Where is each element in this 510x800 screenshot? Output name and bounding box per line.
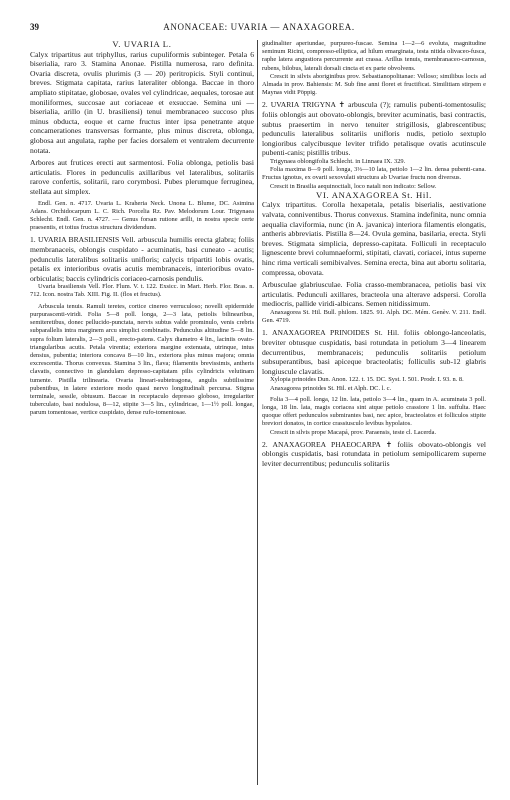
paragraph: Arbores aut frutices erecti aut sarmentosi. Folia oblonga, petiolis basi articulatis. Flores in pedunculis axillaribus vel lateralibus, solitariis rarove confertis, solitarii, raro corymbosi. Pubes plerumque ferruginea, stellata aut simplex. <box>30 158 254 196</box>
paragraph: 1. ANAXAGOREA PRINOIDES St. Hil. foliis oblongo-lanceolatis, breviter obtusque cuspidatis, basi rotundata in petiolum 3—4 linearem decurrentibus, membranaceis; pedunculis solitariis petiolum subsuperantibus, basi apiceque bracteolatis; folliculis sub-12 glabris longiuscule clavatis. <box>262 328 486 376</box>
paragraph: 2. UVARIA TRIGYNA ✝ arbuscula (?); ramulis pubenti-tomentosulis; foliis oblongis aut obovato-oblongis, breviter acuminatis, basi contractis, subtus praesertim in nervo tenuiter strigillosis, glabrescentibus; pedunculis lateralibus solitariis unifloris nudis, petiolo sextuplo longioribus calycibusque leviter trifido petalisque ovatis acutinscule pubenti-canis; pistillis tribus. <box>262 100 486 158</box>
paragraph: Crescit in silvis aboriginibus prov. Sebastianopolitanae: Velloso; similibus locis ad Almada in prov. Bahiensis: M. Sub fine anni floret et fructificat. Similitiam stirpem e Maynas vidit Pöppig. <box>262 72 486 97</box>
paragraph: Endl. Gen. n. 4717. Uvaria L. Kraheria Neck. Unona L. Blume, DC. Asimina Adans. Orchidocarpum L. C. Rich. Porcelia Rz. Pav. Melodorum Lour. Trigynaea Schlecht. Endl. Gen. n. 4727. — Genus forsan rutione arilli, in nostra specie certe praesentis, et totius fructus structura dividendum. <box>30 199 254 232</box>
section-heading: V. UVARIA L. <box>112 39 172 49</box>
paragraph: Anaxagorea St. Hil. Bull. philom. 1825. 91. Alph. DC. Mém. Genèv. V. 211. Endl. Gen. 4719. <box>262 308 486 325</box>
left-column <box>30 40 254 418</box>
paragraph: Arbuscula tenuis. Ramuli teretes, cortice cinereo verruculoso; novelli epidermide purpurascenti-viridi. Folia 5—8 poll. longa, 2—3 lata, petiolis bilinearibus, semiteretibus, donec pellucido-punctata, nervis subtus valde prominulo, venis crebris subparallelis intra marginem arcu simplici combinatis. Pedunculus altitudine 5—8 lin. supra folium lateralis, 2—3 poll., erecto-patens. Calyx diametro 4 lin., laciniis ovato-triangularibus acutis. Petala virentia; exteriora margine extenuata, utrinque, intus densius, pubentia; interiora concava 8—10 lin., exteriora plus minus majora; omnia excrescentia. Thorus convexus. Stamina 3 lin., flava; filamentis brevissimis, antheris clavatis, connectivo in glandulam depresso-capitatam pilis cylindricis velutinam tumente. Pistilla trilinearia. Ovaria lineari-subtetragona, angulis subtilissime pubentibus, in latere exteriore modo quasi nervo longitudinali percursa. Stigma terminale, sessile, obtusum. Baccae in receptaculo depresso globoso, irregulariter tuberculato, basi nodulosa, 8—12, stipite 3—5 lin., cylindricae, 1—1½ poll. longae, parum tomentosae, vertice cuspidato, dense rufo-tomentosae. <box>30 302 254 417</box>
paragraph: Trigynaea oblongifolia Schlecht. in Linnaea IX. 329. <box>270 157 406 165</box>
paragraph: Arbusculae glabriusculae. Folia crasso-membranacea, petiolis basi vix articulatis. Pedunculi axillares, bracteola una alterave adspersi. Corolla mediocris, pallide viridi-albicans. Semen nitidissimum. <box>262 280 486 309</box>
paragraph: Anaxagorea prinoides St. Hil. et Alph. DC. l. c. <box>270 384 392 392</box>
paragraph: Calyx tripartitus aut triphyllus, rarius cupuliformis subinteger. Petala 6 biserialia, raro 3. Stamina Anonae. Pistilla numerosa, raro definita. Ovaria discreta, ovulis plurimis (3 — 20) peritropicis. Styli continui, breves. Stigmata capitata, rarius lateraliter oblonga. Baccae in thoro ampliato stipitatae, globosae, ovales vel cylindricae, aequales, torosae aut moniliformes, succosae aut coriaceae et exsuccae. Semina uni — biserialia, arillo (in U. brasiliensi) tenui membranaceo succoso plus minus obducta, eoque et carne fructus inter ipsa penetrante atque concamerationes transversas formante, plus minus discreta, oblonga, globosa aut angulata, raphe per facies dorsalem et ventralem decurrente notata. <box>30 49 254 155</box>
paragraph: Xylopia prinoides Dun. Anon. 122. t. 15. DC. Syst. I. 501. Prodr. I. 93. n. 8. <box>270 376 464 384</box>
paragraph: Folia maxima 8—9 poll. longa, 3⅓—10 lata, petiolo 1—2 lin. densa pubenti-cana. Fructus ignotus, ex ovarii sexovulati structura ab Uvariae fructu non diversus. <box>262 166 486 182</box>
paragraph: Calyx tripartitus. Corolla hexapetala, petalis biserialis, aestivatione valvata, conniventibus. Thorus convexus. Stamina indefinita, nunc omnia aequalia claviformia, nunc (in A. javanica) interiora filamentis elongatis, antheris abbreviatis. Pistilla 8—24. Ovula gemina, basilaria, erecta. Styli breves. Stigmata simplicia, depresso-capitata. Folliculi in receptaculo lignescente brevi columnaeformi, stipitati, clavati, coriacei, intus superne hinc rima verticali semibivalves. Semina erecta, bina aut abortu solitaria, compressa, obovata. <box>262 200 486 277</box>
paragraph: Folia 3—4 poll. longa, 12 lin. lata, petiolo 3—4 lin., quam in A. acuminata 3 poll. longa, 18 lin. lata, magis coriacea sint atque petiolo crassiore 1 lin. suffulta. Haec quoque offert pedunculos submirantes basi, nec apice, bracteolatos et folliculos stipite breviori donatos, in cortice crassiusculo levibus hypolatos. <box>262 395 486 428</box>
paragraph: 2. ANAXAGOREA PHAEOCARPA ✝ foliis obovato-oblongis vel oblongis cuspidatis, basi rotundata in petiolum semipollicarem superne leviter decurrentibus; pedunculis solitariis <box>262 439 486 468</box>
section-heading: VI. ANAXAGOREA St. Hil. <box>316 189 432 200</box>
paragraph: 1. UVARIA BRASILIENSIS Vell. arbuscula humilis erecta glabra; foliis membranaceis, oblongis cuspidato - acuminatis, basi cuneato - acutis; pedunculis lateralibus solitariis unifloris; calycis tripartiti lobis ovatis, petalis ex interioribus ovatis acutis membranaceis, interioribus ovato-orbiculatis; baccis cylindricis coriaceo-carnosis pendulis. <box>30 235 254 283</box>
running-header <box>30 22 488 36</box>
paragraph: Crescit in silvis prope Macapá, prov. Paraensis, teste cl. Lacerda. <box>270 428 437 436</box>
running-title: ANONACEAE: UVARIA — ANAXAGOREA. <box>163 22 355 32</box>
paragraph: Crescit in Brasilia aequinoctiali, loco natali non indicato: Sellow. <box>270 182 437 190</box>
right-column <box>262 40 486 469</box>
page-number: 39 <box>30 22 39 32</box>
paragraph: Uvaria brasiliensis Vell. Flor. Flum. V. t. 122. Exsicc. in Mart. Herb. Flor. Bras. n. 712. Icon. nostra Tab. XIII. Fig. II. (flos et fructus). <box>30 283 254 299</box>
paragraph: giudinaliter aperiundae, purpureo-fuscae. Semina 1—2—6 evoluta, magnitudine seminum Ricini, compresso-elliptica, ad hilum emarginata, testa nitida olivaceo-fusca, raphe latera angustiora percurrente aut crassa. Arillus tenuis, membranaceo-carnosus, rubens, bilobus, laterali dorsali cincta et ex parte obvolvens. <box>262 40 486 72</box>
column-divider <box>257 40 258 785</box>
